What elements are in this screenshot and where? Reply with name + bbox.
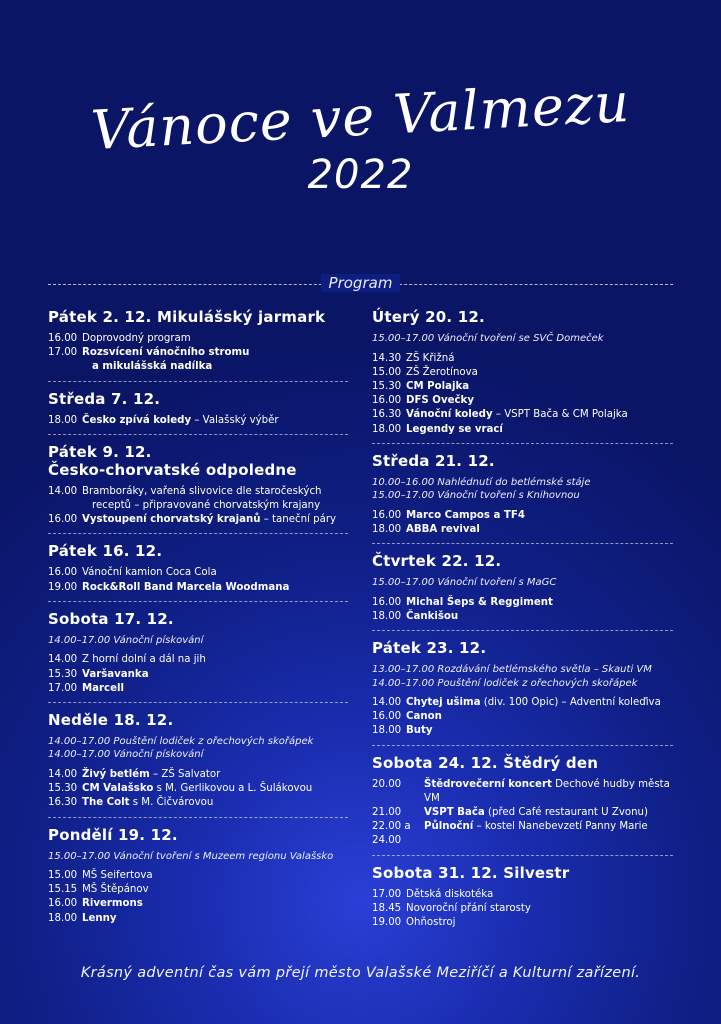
activity-note: 15.00–17.00 Vánoční tvoření s MaGC bbox=[372, 577, 557, 589]
day-title bbox=[372, 639, 673, 657]
event-detail: (div. 100 Opic) – Adventní koleďiva bbox=[480, 697, 661, 709]
activity-note: 14.00–17.00 Vánoční pískování bbox=[48, 749, 204, 761]
event-content bbox=[82, 897, 348, 911]
event-content bbox=[82, 768, 348, 782]
event-content bbox=[82, 912, 348, 926]
event-row bbox=[372, 724, 673, 738]
event-name: The Colt bbox=[82, 797, 130, 809]
day-block bbox=[48, 542, 348, 601]
event-name: DFS Ovečky bbox=[406, 395, 474, 407]
event-name: Marcell bbox=[82, 682, 124, 694]
event-time: 16.00 bbox=[48, 898, 78, 910]
day-block bbox=[372, 639, 673, 746]
event-row bbox=[48, 912, 348, 926]
event-row bbox=[372, 366, 673, 380]
day-title-text: Pátek 23. 12. bbox=[372, 639, 487, 658]
day-title-text: Sobota 31. 12. Silvestr bbox=[372, 863, 570, 882]
day-title bbox=[48, 826, 348, 844]
event-row bbox=[372, 408, 673, 422]
event-name: VSPT Bača bbox=[424, 807, 485, 819]
event-detail: – taneční páry bbox=[260, 514, 337, 526]
day-title bbox=[48, 308, 348, 326]
event-time: 16.00 bbox=[372, 395, 402, 407]
event-row bbox=[48, 513, 348, 527]
event-content bbox=[406, 408, 673, 422]
event-time: 14.00 bbox=[48, 485, 78, 497]
event-time: 22.00 a 24.00 bbox=[372, 821, 411, 847]
event-detail: – kostel Nanebevzetí Panny Marie bbox=[473, 821, 648, 833]
event-name: Vánoční koledy bbox=[406, 409, 493, 421]
event-row bbox=[48, 796, 348, 810]
day-block bbox=[372, 308, 673, 444]
day-title-text: Pondělí 19. 12. bbox=[48, 825, 178, 844]
event-time: 16.30 bbox=[372, 409, 402, 421]
event-detail: Dechové hudby města VM bbox=[424, 778, 670, 804]
event-name: Půlnoční bbox=[424, 821, 474, 833]
event-row bbox=[372, 806, 673, 820]
event-detail: ZŠ Křižná bbox=[406, 352, 455, 364]
activity-note: 15.00–17.00 Vánoční tvoření s Knihovnou bbox=[372, 490, 580, 502]
day-title-text: Středa 21. 12. bbox=[372, 451, 495, 470]
day-notes bbox=[372, 663, 673, 690]
event-name: Chytej ušima bbox=[406, 697, 481, 709]
event-name: Štědrovečerní koncert bbox=[424, 778, 552, 790]
event-content bbox=[82, 653, 348, 667]
event-time: 16.00 bbox=[372, 596, 402, 608]
event-row bbox=[48, 485, 348, 513]
event-content bbox=[406, 610, 673, 624]
event-content bbox=[82, 332, 348, 346]
event-time: 14.00 bbox=[48, 654, 78, 666]
day-title bbox=[48, 610, 348, 628]
event-time: 16.00 bbox=[48, 333, 78, 344]
event-detail: – ZŠ Salvator bbox=[149, 768, 221, 780]
event-row bbox=[372, 380, 673, 394]
event-row bbox=[48, 782, 348, 796]
event-content bbox=[406, 696, 673, 710]
event-content bbox=[406, 523, 673, 537]
event-row bbox=[372, 710, 673, 724]
event-time: 17.00 bbox=[48, 682, 78, 694]
day-title-text: Pátek 2. 12. Mikulášský jarmark bbox=[48, 308, 326, 326]
day-title bbox=[372, 864, 673, 882]
event-name: Michal Šeps & Reggiment bbox=[406, 596, 553, 608]
event-time: 14.30 bbox=[372, 352, 402, 364]
activity-note: 14.00–17.00 Pouštění lodiček z ořechových skořápek bbox=[372, 677, 638, 689]
day-block bbox=[48, 390, 348, 435]
event-time: 18.00 bbox=[372, 725, 402, 737]
day-block bbox=[48, 711, 348, 818]
event-content bbox=[82, 869, 348, 883]
day-block bbox=[48, 826, 348, 932]
event-row bbox=[372, 696, 673, 710]
event-time: 18.00 bbox=[372, 423, 402, 435]
event-content bbox=[82, 668, 348, 682]
day-title-text: Neděle 18. 12. bbox=[48, 710, 174, 729]
day-block bbox=[48, 610, 348, 703]
day-title bbox=[48, 711, 348, 729]
event-name: Rock&Roll Band Marcela Woodmana bbox=[82, 581, 290, 593]
event-time: 18.00 bbox=[48, 912, 78, 924]
event-name: Lenny bbox=[82, 912, 117, 924]
event-content bbox=[406, 394, 673, 408]
event-content bbox=[424, 820, 673, 848]
event-content bbox=[82, 581, 348, 595]
event-detail-continued: receptů – připravované chorvatským krajany bbox=[92, 500, 321, 512]
event-content bbox=[406, 596, 673, 610]
event-content bbox=[424, 778, 673, 806]
event-time: 16.00 bbox=[48, 567, 78, 579]
event-content bbox=[406, 423, 673, 437]
event-time: 18.00 bbox=[372, 610, 402, 622]
event-row bbox=[372, 523, 673, 537]
event-time: 14.00 bbox=[372, 697, 402, 709]
event-time: 15.00 bbox=[372, 366, 402, 378]
event-row bbox=[48, 768, 348, 782]
event-content bbox=[406, 902, 673, 916]
day-title bbox=[48, 542, 348, 560]
event-name: CM Polajka bbox=[406, 380, 470, 392]
event-time: 16.30 bbox=[48, 797, 78, 809]
event-row bbox=[48, 414, 348, 428]
day-title bbox=[372, 308, 673, 326]
day-title bbox=[372, 452, 673, 470]
program-label: Program bbox=[321, 274, 401, 292]
day-title-text: Sobota 24. 12. Štědrý den bbox=[372, 753, 599, 772]
event-content bbox=[406, 366, 673, 380]
event-detail: MŠ Štěpánov bbox=[82, 884, 149, 896]
event-name: ABBA revival bbox=[406, 523, 480, 535]
day-title-text: Pátek 9. 12. bbox=[48, 442, 152, 461]
event-detail: MŠ Seifertova bbox=[82, 870, 153, 882]
event-row bbox=[372, 888, 673, 902]
event-row bbox=[372, 820, 673, 848]
event-name-continued: a mikulášská nadílka bbox=[92, 361, 213, 373]
event-content bbox=[82, 782, 348, 796]
event-detail: Vánoční kamion Coca Cola bbox=[82, 567, 217, 579]
day-subtitle: Česko-chorvatské odpoledne bbox=[48, 460, 297, 479]
event-name: Česko zpívá koledy bbox=[82, 414, 192, 426]
event-time: 17.00 bbox=[372, 888, 402, 900]
activity-note: 15.00–17.00 Vánoční tvoření s Muzeem regionu Valašsko bbox=[48, 850, 334, 862]
event-content bbox=[406, 352, 673, 366]
event-name: Rivermons bbox=[82, 898, 143, 910]
event-detail: Dětská diskotéka bbox=[406, 888, 494, 900]
event-name: Canon bbox=[406, 711, 442, 723]
event-time: 16.00 bbox=[372, 509, 402, 521]
day-block bbox=[48, 308, 348, 382]
event-detail: s M. Gerlikovou a L. Šulákovou bbox=[153, 783, 313, 795]
event-row bbox=[48, 883, 348, 897]
day-block bbox=[372, 552, 673, 631]
day-title-text: Středa 7. 12. bbox=[48, 389, 161, 408]
day-title bbox=[372, 552, 673, 570]
event-content bbox=[406, 509, 673, 523]
event-time: 19.00 bbox=[372, 917, 402, 929]
day-notes bbox=[372, 476, 673, 503]
event-row bbox=[48, 668, 348, 682]
event-row bbox=[48, 653, 348, 667]
event-row bbox=[48, 682, 348, 696]
poster-title: Vánoce ve Valmezu bbox=[89, 70, 632, 163]
event-name: Čankišou bbox=[406, 610, 459, 622]
event-time: 14.00 bbox=[48, 768, 78, 780]
event-detail: Novoroční přání starosty bbox=[406, 902, 531, 914]
event-content bbox=[424, 806, 673, 820]
day-notes bbox=[372, 332, 673, 346]
event-time: 17.00 bbox=[48, 347, 78, 359]
event-row bbox=[48, 581, 348, 595]
event-time: 18.00 bbox=[372, 523, 402, 535]
event-detail: Ohňostroj bbox=[406, 917, 456, 929]
event-name: CM Valašsko bbox=[82, 783, 154, 795]
event-time: 15.30 bbox=[48, 668, 78, 680]
activity-note: 14.00–17.00 Pouštění lodiček z ořechových skořápek bbox=[48, 735, 314, 747]
day-title-text: Pátek 16. 12. bbox=[48, 542, 163, 561]
event-row bbox=[372, 916, 673, 930]
day-title bbox=[372, 754, 673, 772]
event-row bbox=[372, 778, 673, 806]
event-content bbox=[82, 513, 348, 527]
event-detail: Z horní dolní a dál na jih bbox=[82, 654, 206, 666]
event-detail: – VSPT Bača & CM Polajka bbox=[492, 409, 628, 421]
event-name: Vystoupení chorvatský krajanů bbox=[82, 514, 261, 526]
day-notes bbox=[48, 735, 348, 762]
day-notes bbox=[372, 576, 673, 590]
event-content bbox=[82, 485, 348, 513]
day-title bbox=[48, 390, 348, 408]
event-name: Marco Campos a TF4 bbox=[406, 509, 525, 521]
event-row bbox=[372, 610, 673, 624]
event-row bbox=[372, 509, 673, 523]
event-time: 15.30 bbox=[48, 783, 78, 795]
event-time: 16.00 bbox=[372, 711, 402, 723]
event-row bbox=[372, 352, 673, 366]
day-block bbox=[372, 864, 673, 937]
activity-note: 14.00–17.00 Vánoční pískování bbox=[48, 634, 204, 646]
day-block bbox=[372, 754, 673, 856]
event-content bbox=[82, 346, 348, 374]
event-detail: ZŠ Žerotínova bbox=[406, 366, 478, 378]
event-row bbox=[372, 902, 673, 916]
event-content bbox=[82, 796, 348, 810]
event-name: Rozsvícení vánočního stromu bbox=[82, 347, 250, 359]
event-content bbox=[406, 710, 673, 724]
event-row bbox=[372, 596, 673, 610]
event-time: 16.00 bbox=[48, 514, 78, 526]
program-heading bbox=[0, 274, 721, 292]
event-content bbox=[406, 724, 673, 738]
event-detail: Bramboráky, vařená slivovice dle staročeských bbox=[82, 485, 322, 497]
event-detail: (před Café restaurant U Zvonu) bbox=[484, 807, 648, 819]
day-block bbox=[372, 452, 673, 544]
program-column-left bbox=[48, 308, 348, 940]
poster-year: 2022 bbox=[307, 152, 414, 198]
event-time: 15.30 bbox=[372, 380, 402, 392]
event-row bbox=[48, 869, 348, 883]
event-detail: – Valašský výběr bbox=[191, 414, 279, 426]
event-content bbox=[82, 566, 348, 580]
day-title bbox=[48, 443, 348, 479]
footer-greeting: Krásný adventní čas vám přejí město Valašské Meziříčí a Kulturní zařízení. bbox=[80, 965, 641, 981]
event-row bbox=[372, 423, 673, 437]
event-time: 21.00 bbox=[372, 807, 402, 819]
day-block bbox=[48, 443, 348, 535]
event-detail: s M. Čičvárovou bbox=[129, 797, 214, 809]
event-time: 18.45 bbox=[372, 902, 402, 914]
event-content bbox=[406, 380, 673, 394]
activity-note: 15.00–17.00 Vánoční tvoření se SVČ Domeček bbox=[372, 333, 604, 344]
event-row bbox=[48, 897, 348, 911]
event-content bbox=[82, 883, 348, 897]
program-column-right bbox=[372, 308, 673, 944]
day-notes bbox=[48, 634, 348, 648]
event-row bbox=[48, 346, 348, 374]
day-title-text: Úterý 20. 12. bbox=[372, 308, 485, 326]
activity-note: 13.00–17.00 Rozdávání betlémského světla – Skauti VM bbox=[372, 664, 652, 676]
activity-note: 10.00–16.00 Nahlédnutí do betlémské stáje bbox=[372, 476, 591, 488]
event-name: Varšavanka bbox=[82, 668, 149, 680]
event-row bbox=[372, 394, 673, 408]
event-content bbox=[406, 888, 673, 902]
event-name: Buty bbox=[406, 725, 433, 737]
event-time: 20.00 bbox=[372, 778, 402, 790]
event-content bbox=[82, 682, 348, 696]
event-content bbox=[406, 916, 673, 930]
day-title-text: Sobota 17. 12. bbox=[48, 609, 174, 628]
event-time: 15.15 bbox=[48, 884, 78, 896]
day-notes bbox=[48, 850, 348, 864]
event-time: 19.00 bbox=[48, 581, 78, 593]
day-title-text: Čtvrtek 22. 12. bbox=[372, 552, 502, 571]
event-content bbox=[82, 414, 348, 428]
event-row bbox=[48, 332, 348, 346]
event-name: Legendy se vrací bbox=[406, 423, 503, 435]
event-time: 18.00 bbox=[48, 414, 78, 426]
event-name: Živý betlém bbox=[82, 768, 150, 780]
event-row bbox=[48, 566, 348, 580]
event-detail: Doprovodný program bbox=[82, 333, 191, 344]
event-time: 15.00 bbox=[48, 870, 78, 882]
